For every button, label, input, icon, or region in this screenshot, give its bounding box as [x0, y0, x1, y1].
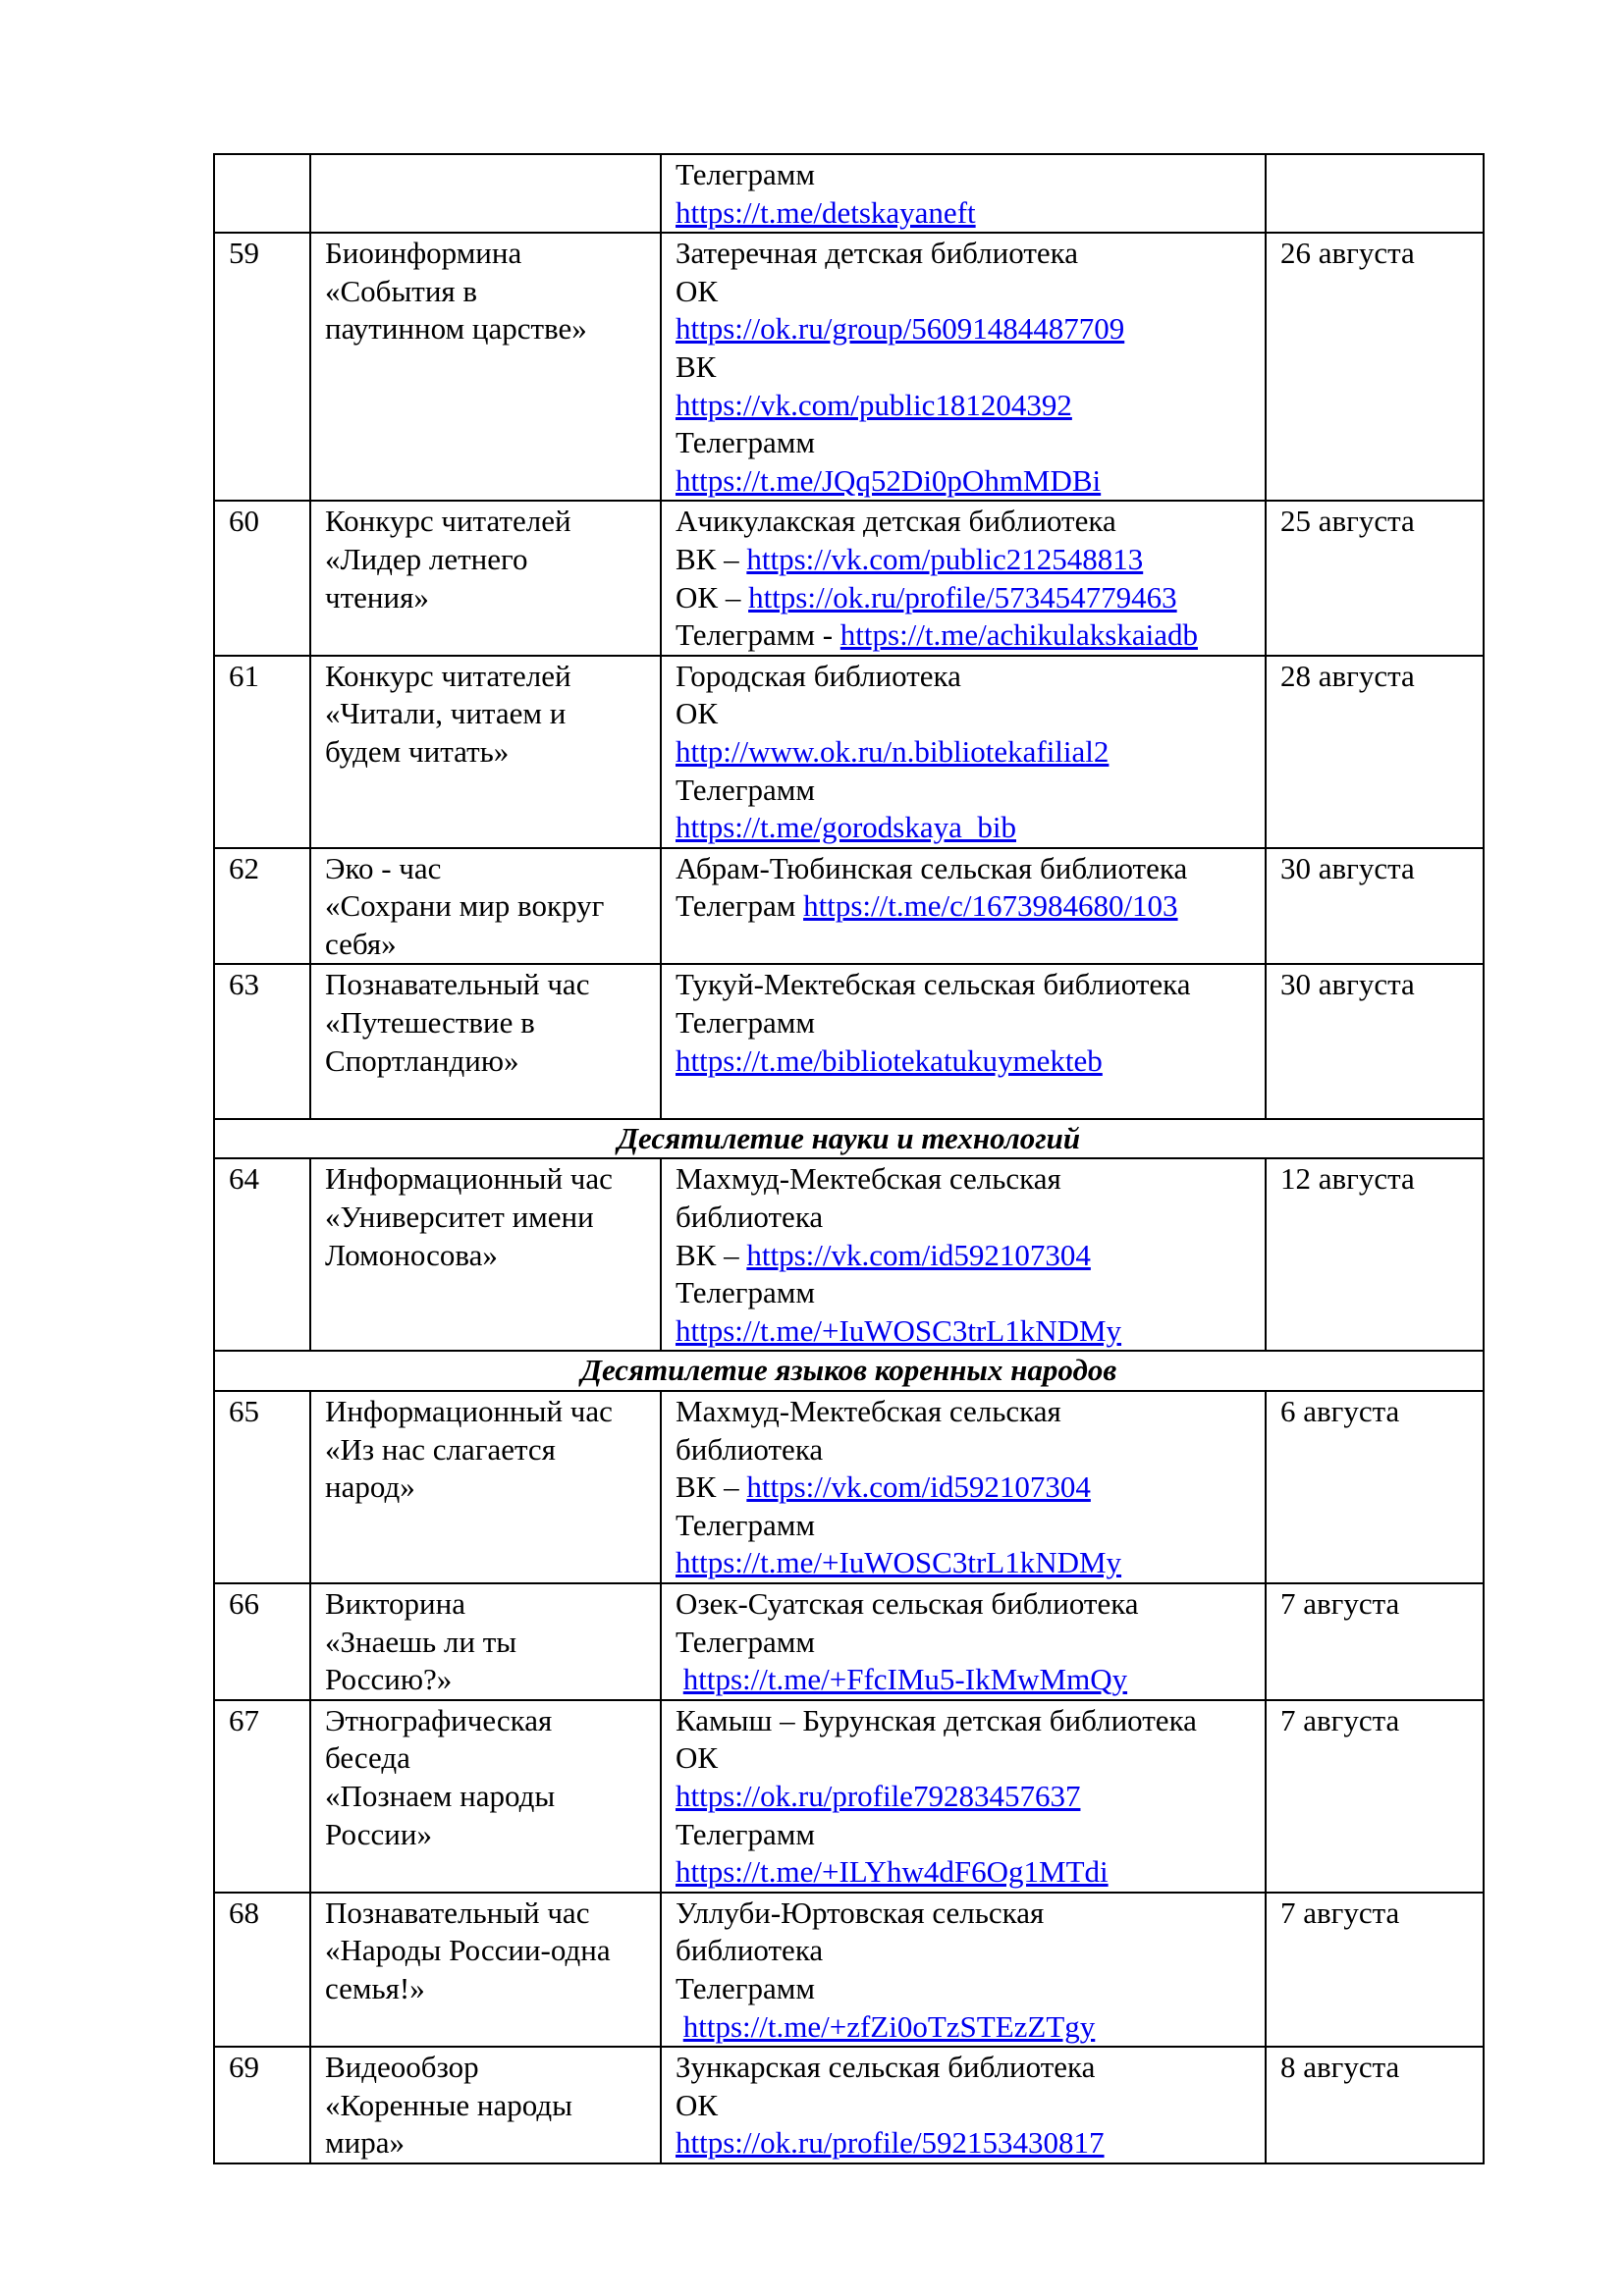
- table-row: [214, 1583, 1484, 1700]
- place-line: [676, 310, 1255, 348]
- place-text: Абрам-Тюбинская сельская библиотека: [676, 850, 1188, 885]
- event-line: «Университет имени: [325, 1200, 594, 1235]
- place-cell: [661, 154, 1266, 233]
- event-cell: [310, 2047, 661, 2163]
- place-text: Телеграмм: [676, 1970, 815, 2005]
- event-line: Информационный час: [325, 1394, 613, 1428]
- place-line: [676, 1702, 1255, 1740]
- place-text: Озек-Суатская сельская библиотека: [676, 1585, 1139, 1621]
- link-prefix: ОК –: [676, 579, 749, 614]
- place-line: [676, 887, 1255, 926]
- table-row: [214, 964, 1484, 1118]
- place-text: Телеграмм: [676, 1624, 815, 1659]
- row-number: 66: [214, 1583, 310, 1700]
- row-number: 62: [214, 848, 310, 965]
- place-line: [676, 1080, 1255, 1118]
- event-cell: [310, 233, 661, 501]
- table-body-b: [214, 1158, 1484, 1351]
- event-line: Познавательный час: [325, 967, 590, 1002]
- events-table: [213, 153, 1485, 2164]
- event-line: будем читать»: [325, 733, 510, 769]
- place-text: Тукуй-Мектебская сельская библиотека: [676, 967, 1191, 1002]
- event-line: Биоинформина: [325, 236, 522, 271]
- event-cell: [310, 1893, 661, 2047]
- event-line: чтения»: [325, 579, 429, 614]
- date-cell: 8 августа: [1266, 2047, 1484, 2163]
- place-line: [676, 541, 1255, 579]
- place-text: Зункарская сельская библиотека: [676, 2050, 1096, 2085]
- section-row-languages: [214, 1351, 1484, 1391]
- place-line: [676, 1199, 1255, 1237]
- date-cell: 26 августа: [1266, 233, 1484, 501]
- event-line: паутинном царстве»: [325, 311, 587, 347]
- place-line: [676, 1778, 1255, 1816]
- social-link[interactable]: https://t.me/gorodskaya_bib: [676, 810, 1016, 845]
- table-row: [214, 2047, 1484, 2163]
- event-line: «Сохрани мир вокруг: [325, 888, 605, 924]
- event-line: Ломоносова»: [325, 1237, 498, 1272]
- place-line: [676, 1544, 1255, 1582]
- place-line: [676, 387, 1255, 425]
- place-text: ВК: [676, 348, 717, 384]
- place-text: ОК: [676, 1740, 719, 1776]
- social-link[interactable]: https://ok.ru/profile/592153430817: [676, 2125, 1105, 2161]
- place-text: Телеграмм: [676, 1275, 815, 1310]
- place-line: [676, 658, 1255, 696]
- date-cell: 30 августа: [1266, 848, 1484, 965]
- event-cell: [310, 848, 661, 965]
- table-body-a: [214, 154, 1484, 1119]
- place-line: [676, 1274, 1255, 1312]
- social-link[interactable]: https://vk.com/id592107304: [746, 1469, 1091, 1505]
- place-text: Телеграмм: [676, 1507, 815, 1542]
- date-cell: 30 августа: [1266, 964, 1484, 1118]
- place-text: Городская библиотека: [676, 658, 961, 693]
- link-prefix: Телеграмм -: [676, 617, 840, 653]
- place-text: библиотека: [676, 1933, 824, 1968]
- event-line: «Лидер летнего: [325, 541, 528, 576]
- place-line: [676, 348, 1255, 387]
- event-line: Спортландию»: [325, 1042, 519, 1078]
- place-line: [676, 1468, 1255, 1507]
- row-number: [214, 154, 310, 233]
- place-line: [676, 809, 1255, 847]
- place-text: Камыш – Бурунская детская библиотека: [676, 1702, 1197, 1737]
- place-line: [676, 462, 1255, 501]
- place-text: Махмуд-Мектебская сельская: [676, 1394, 1061, 1428]
- table-row: [214, 1158, 1484, 1351]
- section-row-science: [214, 1119, 1484, 1159]
- place-cell: [661, 964, 1266, 1118]
- social-link[interactable]: https://t.me/achikulakskaiadb: [839, 617, 1198, 653]
- social-link[interactable]: https://t.me/detskayaneft: [676, 194, 976, 230]
- date-cell: 6 августа: [1266, 1391, 1484, 1583]
- place-cell: [661, 1893, 1266, 2047]
- place-text: ОК: [676, 2087, 719, 2122]
- social-link[interactable]: https://vk.com/public181204392: [676, 387, 1072, 422]
- place-line: [676, 695, 1255, 733]
- place-text: [676, 1081, 683, 1115]
- place-line: [676, 194, 1255, 233]
- date-cell: 12 августа: [1266, 1158, 1484, 1351]
- table-body-c: [214, 1391, 1484, 2163]
- place-line: [676, 772, 1255, 810]
- row-number: 69: [214, 2047, 310, 2163]
- social-link[interactable]: https://ok.ru/group/56091484487709: [676, 311, 1125, 347]
- place-text: Ачикулакская детская библиотека: [676, 504, 1116, 539]
- place-line: [676, 1042, 1255, 1081]
- event-line: Викторина: [325, 1585, 465, 1621]
- event-line: Россию?»: [325, 1662, 453, 1697]
- place-text: Махмуд-Мектебская сельская: [676, 1161, 1061, 1197]
- event-line: «Познаем народы: [325, 1778, 556, 1813]
- place-line: [676, 1895, 1255, 1933]
- place-cell: [661, 848, 1266, 965]
- place-text: Телеграмм: [676, 425, 815, 460]
- place-text: Уллуби-Юртовская сельская: [676, 1895, 1045, 1930]
- event-line: Информационный час: [325, 1161, 613, 1197]
- place-line: [676, 503, 1255, 541]
- link-prefix: [676, 1662, 683, 1696]
- social-link[interactable]: https://vk.com/public212548813: [746, 541, 1144, 576]
- place-line: [676, 1160, 1255, 1199]
- row-number: 63: [214, 964, 310, 1118]
- place-cell: [661, 2047, 1266, 2163]
- event-line: народ»: [325, 1469, 415, 1505]
- date-cell: 28 августа: [1266, 656, 1484, 848]
- place-text: ОК: [676, 273, 719, 308]
- social-link[interactable]: https://ok.ru/profile79283457637: [676, 1778, 1081, 1813]
- place-line: [676, 1585, 1255, 1624]
- event-line: «Читали, читаем и: [325, 696, 567, 731]
- event-line: Эко - час: [325, 850, 442, 885]
- event-line: Этнографическая: [325, 1702, 553, 1737]
- place-text: ОК: [676, 696, 719, 731]
- place-line: [676, 850, 1255, 888]
- social-link[interactable]: https://vk.com/id592107304: [746, 1237, 1091, 1272]
- event-line: «Путешествие в: [325, 1005, 535, 1041]
- place-cell: [661, 501, 1266, 655]
- event-cell: [310, 1158, 661, 1351]
- event-line: семья!»: [325, 1970, 425, 2005]
- event-line: Видеообзор: [325, 2050, 479, 2085]
- link-prefix: ВК –: [676, 1237, 747, 1272]
- social-link[interactable]: https://ok.ru/profile/573454779463: [748, 579, 1177, 614]
- place-line: [676, 1507, 1255, 1545]
- event-line: мира»: [325, 2125, 405, 2161]
- place-cell: [661, 1158, 1266, 1351]
- place-text: библиотека: [676, 1431, 824, 1467]
- event-line: «Из нас слагается: [325, 1431, 556, 1467]
- event-line: «Знаешь ли ты: [325, 1624, 517, 1659]
- social-link[interactable]: https://t.me/+ILYhw4dF6Og1MTdi: [676, 1854, 1109, 1890]
- date-cell: 7 августа: [1266, 1700, 1484, 1893]
- event-line: России»: [325, 1816, 432, 1851]
- event-line: беседа: [325, 1740, 410, 1776]
- row-number: 68: [214, 1893, 310, 2047]
- event-line: Конкурс читателей: [325, 504, 571, 539]
- date-cell: 7 августа: [1266, 1893, 1484, 2047]
- place-cell: [661, 1391, 1266, 1583]
- place-text: Телеграмм: [676, 1005, 815, 1041]
- place-line: [676, 2008, 1255, 2047]
- place-line: [676, 1853, 1255, 1892]
- place-line: [676, 733, 1255, 772]
- place-line: [676, 1739, 1255, 1778]
- table-row: [214, 233, 1484, 501]
- event-cell: [310, 1700, 661, 1893]
- table-row: [214, 848, 1484, 965]
- table-row: [214, 501, 1484, 655]
- table-row: [214, 1700, 1484, 1893]
- event-cell: [310, 501, 661, 655]
- place-line: [676, 1393, 1255, 1431]
- social-link[interactable]: https://t.me/JQq52Di0pOhmMDBi: [676, 462, 1102, 498]
- table-row: [214, 1893, 1484, 2047]
- link-prefix: ВК –: [676, 541, 747, 576]
- row-number: 64: [214, 1158, 310, 1351]
- place-line: [676, 1661, 1255, 1699]
- place-line: [676, 1431, 1255, 1469]
- place-line: [676, 2124, 1255, 2163]
- social-link[interactable]: https://t.me/bibliotekatukuymekteb: [676, 1042, 1103, 1078]
- section-heading-science: Десятилетие науки и технологий: [214, 1119, 1484, 1159]
- place-line: [676, 579, 1255, 617]
- place-line: [676, 273, 1255, 311]
- place-line: [676, 424, 1255, 462]
- social-link[interactable]: https://t.me/+zfZi0oTzSTEzZTgy: [682, 2008, 1096, 2044]
- date-cell: [1266, 154, 1484, 233]
- table-row: [214, 656, 1484, 848]
- place-text: Затеречная детская библиотека: [676, 236, 1078, 271]
- event-line: «Коренные народы: [325, 2087, 572, 2122]
- event-cell: [310, 1391, 661, 1583]
- place-line: [676, 235, 1255, 273]
- place-line: [676, 1624, 1255, 1662]
- event-cell: [310, 964, 661, 1118]
- social-link[interactable]: https://t.me/+IuWOSC3trL1kNDMy: [676, 1312, 1122, 1348]
- event-line: «События в: [325, 273, 478, 308]
- place-text: Телеграмм: [676, 1816, 815, 1851]
- place-text: Телеграмм: [676, 772, 815, 807]
- place-line: [676, 2049, 1255, 2087]
- place-cell: [661, 1583, 1266, 1700]
- place-line: [676, 1932, 1255, 1970]
- place-text: Телеграмм: [676, 157, 815, 191]
- row-number: 59: [214, 233, 310, 501]
- section-heading-languages: Десятилетие языков коренных народов: [214, 1351, 1484, 1391]
- social-link[interactable]: http://www.ok.ru/n.bibliotekafilial2: [676, 733, 1110, 769]
- row-number: 61: [214, 656, 310, 848]
- row-number: 60: [214, 501, 310, 655]
- date-cell: 25 августа: [1266, 501, 1484, 655]
- place-line: [676, 966, 1255, 1004]
- place-line: [676, 1312, 1255, 1351]
- row-number: 67: [214, 1700, 310, 1893]
- event-cell: [310, 1583, 661, 1700]
- place-line: [676, 156, 1255, 194]
- event-line: себя»: [325, 926, 397, 961]
- table-row: [214, 1391, 1484, 1583]
- link-prefix: Телеграм: [676, 888, 804, 924]
- event-cell: [310, 656, 661, 848]
- social-link[interactable]: https://t.me/+FfcIMu5-IkMwMmQy: [682, 1662, 1128, 1697]
- place-cell: [661, 656, 1266, 848]
- date-cell: 7 августа: [1266, 1583, 1484, 1700]
- table-row: [214, 154, 1484, 233]
- place-line: [676, 1970, 1255, 2008]
- social-link[interactable]: https://t.me/c/1673984680/103: [803, 888, 1178, 924]
- place-text: библиотека: [676, 1200, 824, 1235]
- link-prefix: ВК –: [676, 1469, 747, 1505]
- place-line: [676, 1816, 1255, 1854]
- social-link[interactable]: https://t.me/+IuWOSC3trL1kNDMy: [676, 1545, 1122, 1580]
- place-cell: [661, 1700, 1266, 1893]
- event-cell: [310, 154, 661, 233]
- row-number: 65: [214, 1391, 310, 1583]
- event-line: Конкурс читателей: [325, 658, 571, 693]
- place-line: [676, 1237, 1255, 1275]
- place-cell: [661, 233, 1266, 501]
- event-line: «Народы России-одна: [325, 1933, 611, 1968]
- link-prefix: [676, 2009, 683, 2044]
- place-line: [676, 616, 1255, 655]
- document-page: [213, 153, 1483, 2164]
- event-line: Познавательный час: [325, 1895, 590, 1930]
- place-line: [676, 1004, 1255, 1042]
- place-line: [676, 2087, 1255, 2125]
